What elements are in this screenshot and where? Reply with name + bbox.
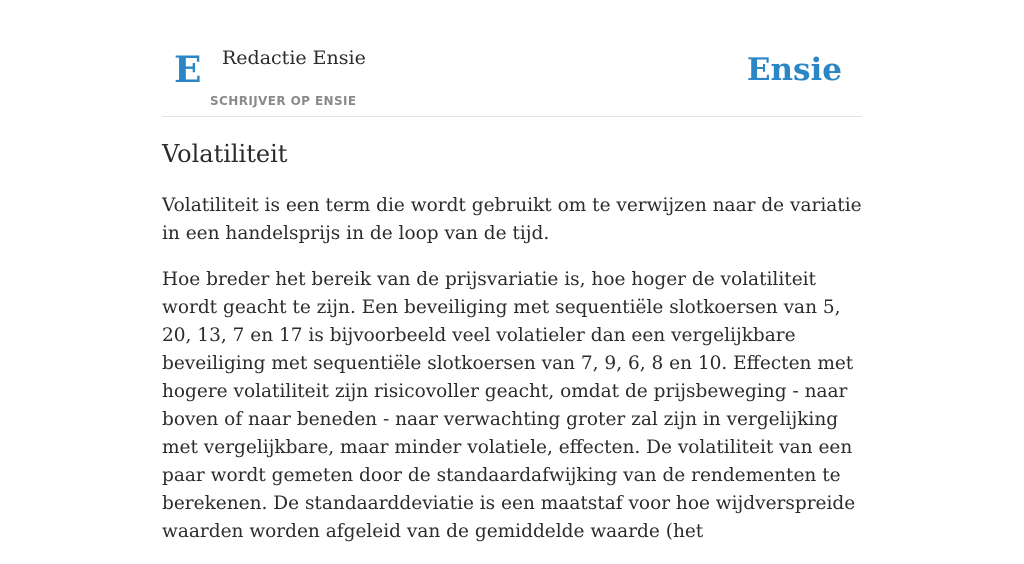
article-body — [162, 192, 862, 564]
author-avatar[interactable]: E — [174, 49, 202, 91]
article-paragraph-1: Volatiliteit is een term die wordt gebruikt om te verwijzen naar de variatie in een handelsprijs in de loop van de tijd. — [162, 195, 862, 244]
article-paragraph-2: Hoe breder het bereik van de prijsvariatie is, hoe hoger de volatiliteit wordt geacht te zijn. Een beveiliging met sequentiële slotkoersen van 5, 20, 13, 7 en 17 is bijvoorbeeld veel volatieler dan een vergelijkbare beveiliging met sequentiële slotkoersen van 7, 9, 6, 8 en 10. Effecten met hogere volatiliteit zijn risicovoller geacht, omdat de prijsbeweging - naar boven of naar beneden - naar verwachting groter zal zijn in vergelijking met vergelijkbare, maar minder volatiele, effecten. De volatiliteit van een paar wordt gemeten door de standaardafwijking van de rendementen te berekenen. De standaarddeviatie is een maatstaf voor hoe wijdverspreide waarden worden afgeleid van de gemiddelde waarde (het — [162, 269, 856, 542]
article-title: Volatiliteit — [162, 140, 288, 168]
author-name-link[interactable]: Redactie Ensie — [222, 47, 366, 69]
ensie-logo[interactable]: Ensie — [746, 52, 842, 88]
author-role: SCHRIJVER OP ENSIE — [210, 94, 357, 108]
article-header — [162, 0, 862, 117]
